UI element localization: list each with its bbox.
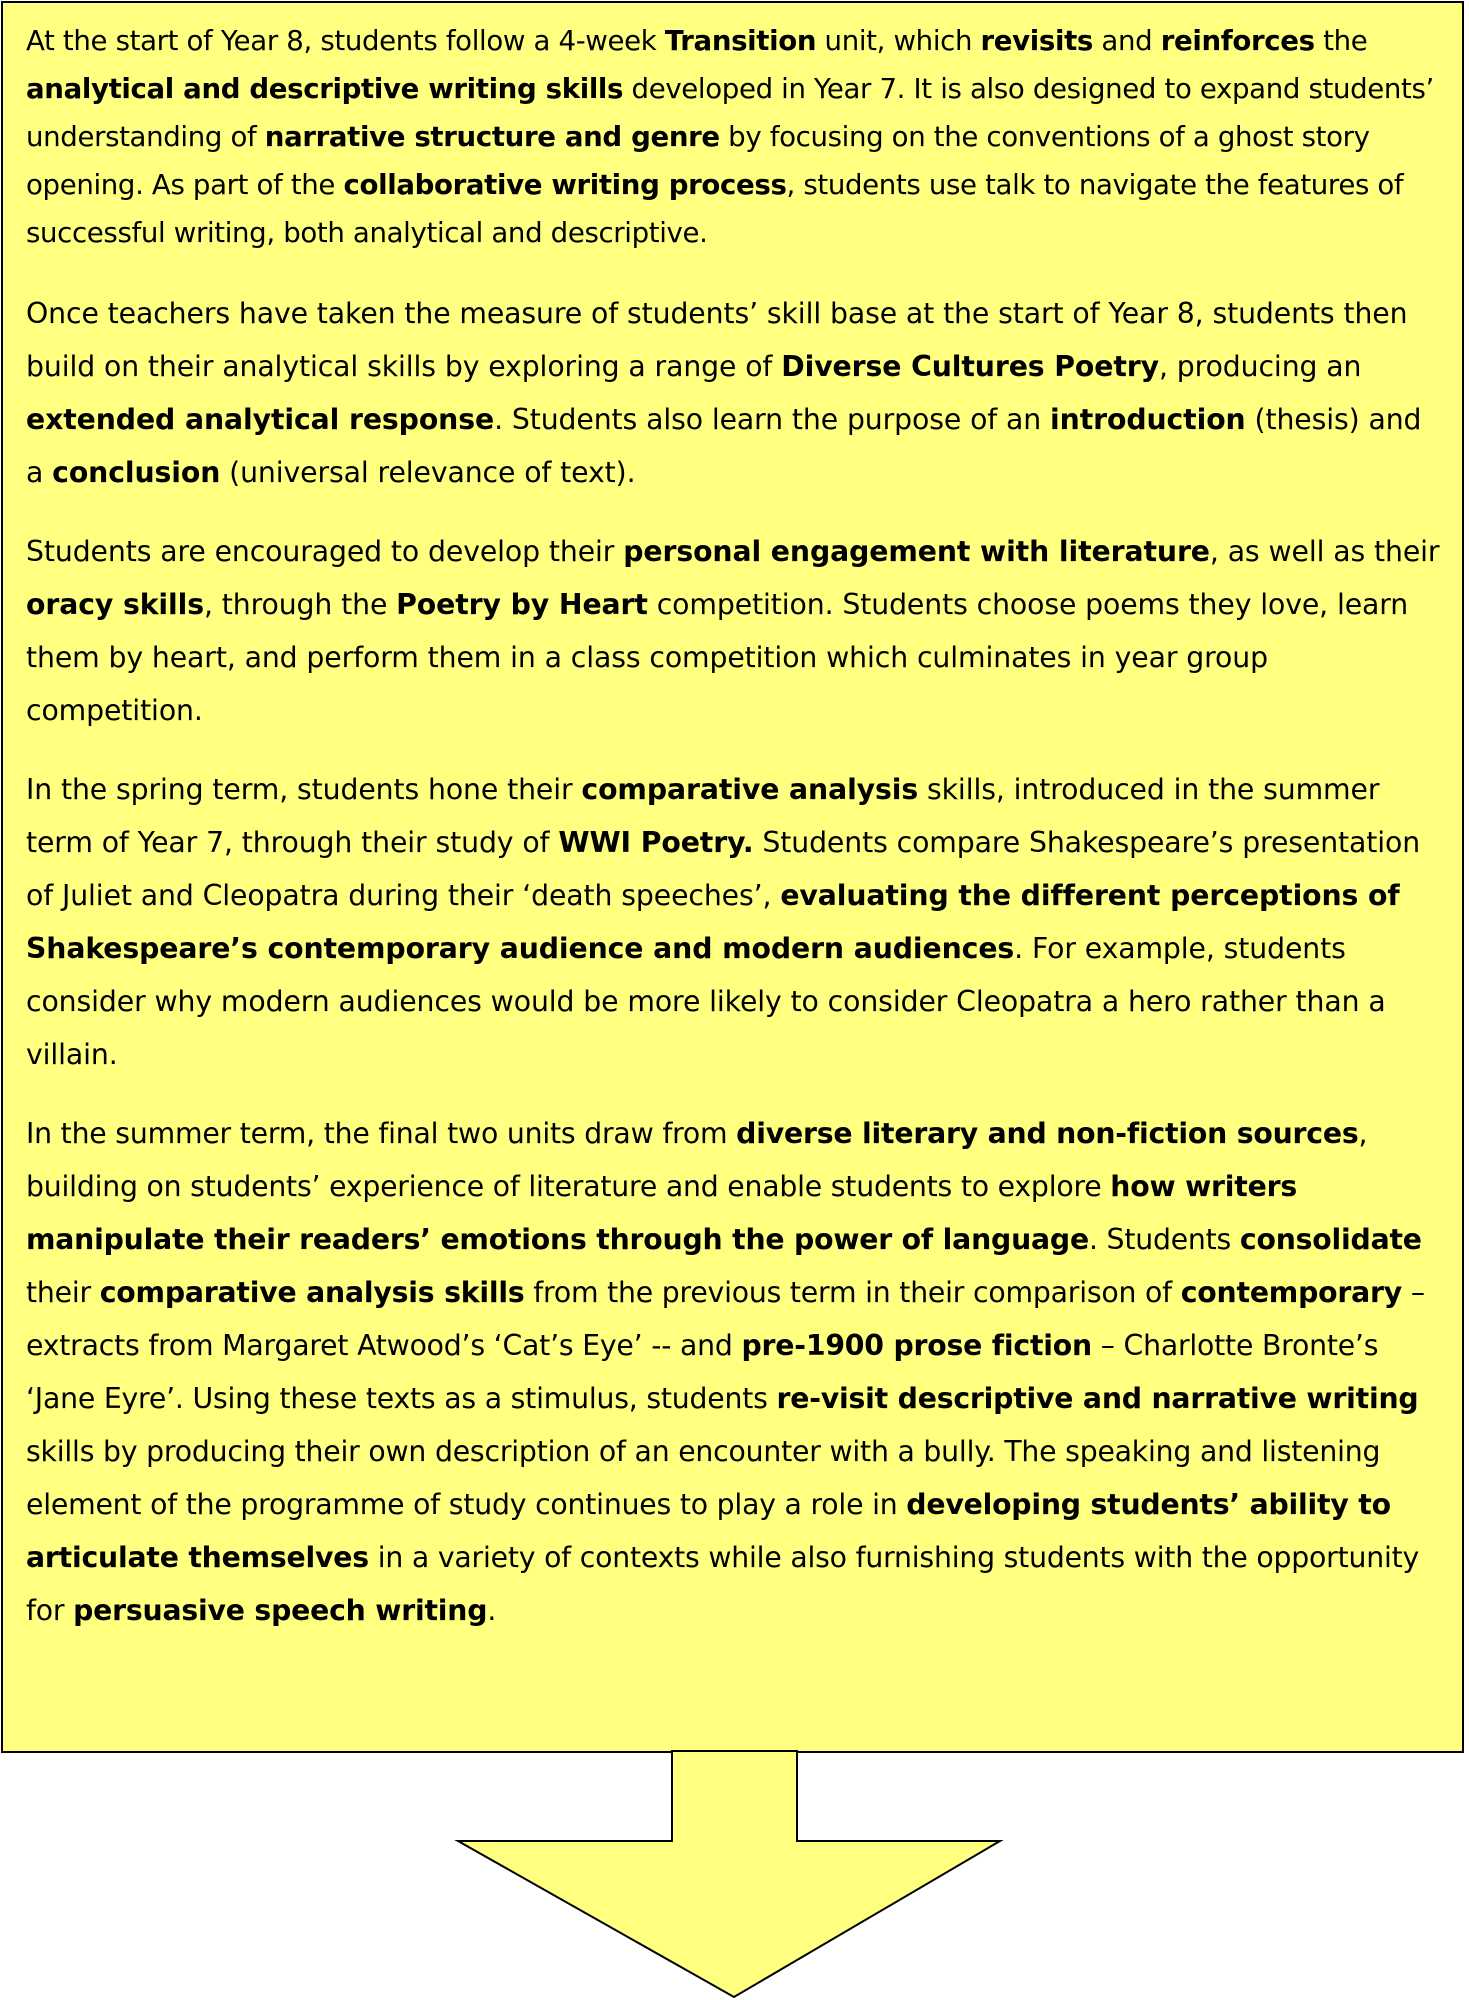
text-segment: , producing an: [1159, 350, 1362, 383]
text-segment: – Charlotte Bronte’s ‘Jane Eyre’. Using these texts as a stimulus, students: [26, 1329, 1379, 1415]
text-segment: skills, introduced in the summer term of Year 7, through their study of: [26, 773, 1380, 859]
bold-text-segment: re-visit descriptive and narrative writing: [776, 1382, 1419, 1415]
text-segment: , students use talk to navigate the features of successful writing, both analytical and descriptive.: [26, 168, 1404, 249]
bold-text-segment: Diverse Cultures Poetry: [781, 350, 1159, 383]
bold-text-segment: reinforces: [1160, 24, 1315, 57]
text-segment: unit, which: [816, 24, 981, 57]
text-segment: , as well as their: [1209, 535, 1440, 568]
bold-text-segment: contemporary: [1180, 1276, 1403, 1309]
text-segment: Students are encouraged to develop their: [26, 535, 624, 568]
text-segment: – extracts from Margaret Atwood’s ‘Cat’s Eye’ -- and: [26, 1276, 1425, 1362]
bold-text-segment: persuasive speech writing: [73, 1594, 488, 1627]
text-segment: , through the: [203, 588, 397, 621]
text-segment: In the summer term, the final two units draw from: [26, 1117, 737, 1150]
text-segment: . Students: [1088, 1223, 1240, 1256]
text-segment: their: [26, 1276, 100, 1309]
bold-text-segment: how writers manipulate their readers’ emotions through the power of language: [26, 1170, 1297, 1256]
bold-text-segment: Transition: [664, 24, 817, 57]
text-segment: from the previous term in their comparison of: [524, 1276, 1181, 1309]
text-segment: and: [1093, 24, 1161, 57]
bold-text-segment: introduction: [1050, 403, 1246, 436]
text-segment: . For example, students consider why modern audiences would be more likely to consider Cleopatra a hero rather than a villain.: [26, 932, 1386, 1071]
bold-text-segment: comparative analysis skills: [99, 1276, 525, 1309]
bold-text-segment: pre-1900 prose fiction: [741, 1329, 1092, 1362]
bold-text-segment: personal engagement with literature: [623, 535, 1210, 568]
bold-text-segment: evaluating the different perceptions of Shakespeare’s contemporary audience and modern audiences: [26, 879, 1400, 965]
bold-text-segment: diverse literary and non-fiction sources: [736, 1117, 1359, 1150]
bold-text-segment: extended analytical response: [26, 403, 495, 436]
text-segment: Once teachers have taken the measure of students’ skill base at the start of Year 8, students then build on their analytical skills by exploring a range of: [26, 297, 1408, 383]
bold-text-segment: conclusion: [52, 456, 221, 489]
bold-text-segment: collaborative writing process: [343, 168, 787, 201]
bold-text-segment: revisits: [980, 24, 1093, 57]
text-segment: the: [1314, 24, 1368, 57]
bold-text-segment: WWI Poetry.: [558, 826, 754, 859]
bold-text-segment: Poetry by Heart: [396, 588, 648, 621]
text-segment: developed in Year 7. It is also designed to expand students’ understanding of: [26, 72, 1434, 153]
text-segment: (thesis) and a: [26, 403, 1422, 489]
text-segment: Students compare Shakespeare’s presentation of Juliet and Cleopatra during their ‘death speeches’,: [26, 826, 1421, 912]
text-segment: (universal relevance of text).: [220, 456, 636, 489]
bold-text-segment: comparative analysis: [581, 773, 919, 806]
text-segment: .: [487, 1594, 497, 1627]
down-arrow-shape: [458, 1751, 1000, 1997]
bold-text-segment: oracy skills: [26, 588, 204, 621]
bold-text-segment: consolidate: [1239, 1223, 1422, 1256]
text-segment: in a variety of contexts while also furnishing students with the opportunity for: [26, 1541, 1420, 1627]
text-segment: by focusing on the conventions of a ghost story opening. As part of the: [26, 120, 1370, 201]
bold-text-segment: narrative structure and genre: [264, 120, 720, 153]
text-segment: At the start of Year 8, students follow a 4-week: [26, 24, 665, 57]
text-segment: skills by producing their own description of an encounter with a bully. The speaking and listening element of the programme of study continues to play a role in: [26, 1435, 1381, 1521]
text-segment: competition. Students choose poems they love, learn them by heart, and perform them in a class competition which culminates in year group competition.: [26, 588, 1409, 727]
bold-text-segment: developing students’ ability to articulate themselves: [26, 1488, 1391, 1574]
bold-text-segment: analytical and descriptive writing skills: [26, 72, 624, 105]
text-segment: , building on students’ experience of literature and enable students to explore: [26, 1117, 1368, 1203]
text-segment: . Students also learn the purpose of an: [494, 403, 1051, 436]
text-segment: In the spring term, students hone their: [26, 773, 582, 806]
